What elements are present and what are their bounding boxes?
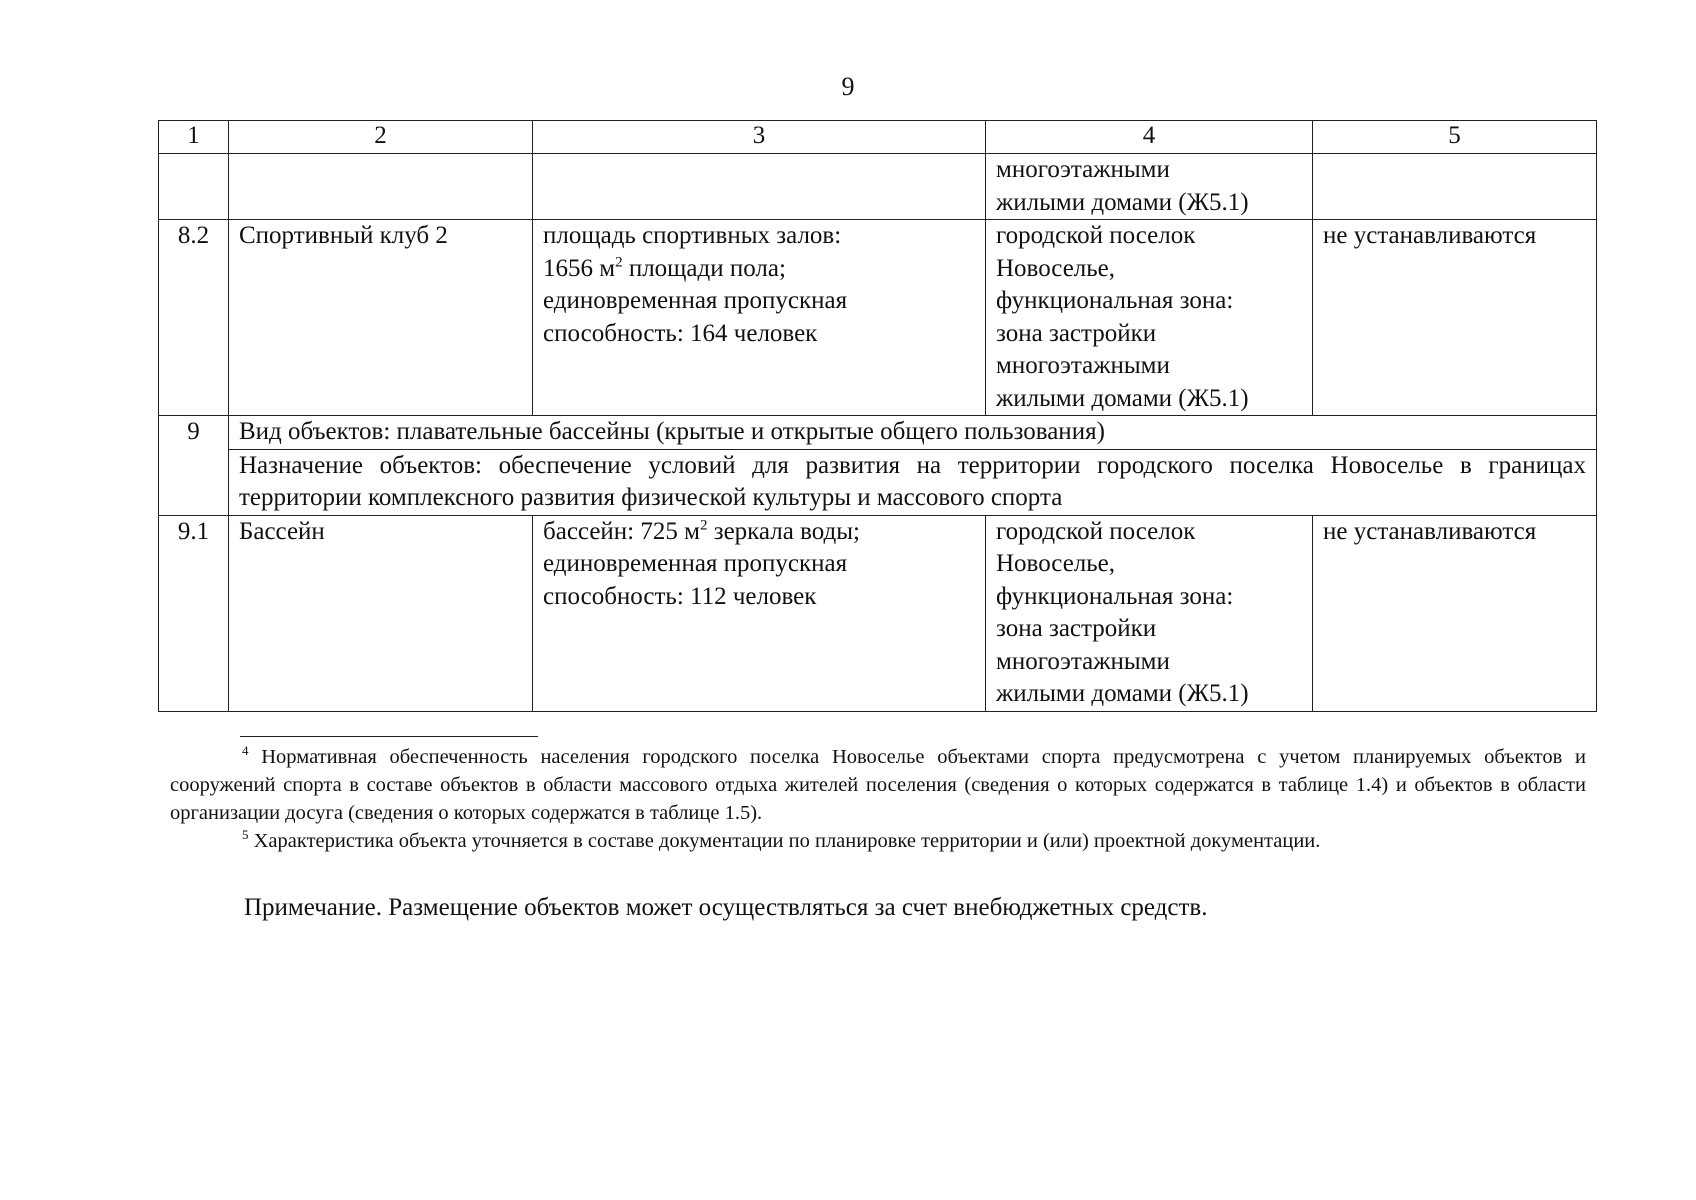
table-row <box>159 220 1597 416</box>
object-name-cell <box>229 154 533 220</box>
section-purpose-cell: Назначение объектов: обеспечение условий для развития на территории городского поселка Новоселье в границах территории комплексного развития физической культуры и массового спорта <box>229 449 1597 515</box>
footnote-mark: 4 <box>242 743 249 759</box>
location-line: городской поселок <box>996 517 1196 545</box>
table-header-row <box>159 121 1597 154</box>
row-number-cell: 9.1 <box>159 515 229 711</box>
location-line: Новоселье, <box>996 550 1116 577</box>
location-line: многоэтажными <box>996 647 1170 675</box>
objects-table <box>158 120 1597 712</box>
location-line: функциональная зона: <box>996 582 1234 610</box>
characteristic-line: единовременная пропускная <box>543 550 848 577</box>
footnote-5 <box>170 827 1586 855</box>
section-type-row <box>159 416 1597 450</box>
location-cell <box>986 515 1313 711</box>
section-type-cell: Вид объектов: плавательные бассейны (крытые и открытые общего пользования) <box>229 416 1597 450</box>
zones-cell <box>1313 154 1597 220</box>
location-line: зона застройки <box>996 319 1157 347</box>
location-line: зона застройки <box>996 615 1157 642</box>
characteristic-line: единовременная пропускная <box>543 287 848 314</box>
location-line: многоэтажными <box>996 352 1170 379</box>
footnote-text: Характеристика объекта уточняется в составе документации по планировке территории и (или) проектной документации. <box>248 830 1321 852</box>
object-name-cell: Бассейн <box>229 515 533 711</box>
footnote-4 <box>170 743 1586 827</box>
section-number-cell: 9 <box>159 416 229 516</box>
zones-cell: не устанавливаются <box>1313 515 1597 711</box>
location-line: городской поселок <box>996 222 1196 249</box>
location-line: жилыми домами (Ж5.1) <box>996 680 1249 707</box>
page-number: 9 <box>841 72 855 101</box>
characteristics-cell <box>533 515 986 711</box>
zones-cell: не устанавливаются <box>1313 220 1597 416</box>
header-cell: 1 <box>159 121 229 154</box>
location-cell <box>986 220 1313 416</box>
characteristics-cell <box>533 220 986 416</box>
object-name-cell: Спортивный клуб 2 <box>229 220 533 416</box>
section-purpose-row <box>159 449 1597 515</box>
footnote-divider <box>240 736 538 737</box>
characteristic-line: площадь спортивных залов: <box>543 222 842 249</box>
characteristics-cell <box>533 154 986 220</box>
header-cell: 2 <box>229 121 533 154</box>
location-line: жилыми домами (Ж5.1) <box>996 384 1249 412</box>
header-cell: 4 <box>986 121 1313 154</box>
characteristic-line: способность: 112 человек <box>543 582 817 610</box>
footnote-mark: 5 <box>242 827 249 843</box>
location-line: Новоселье, <box>996 254 1116 282</box>
location-line: жилыми домами (Ж5.1) <box>996 188 1249 216</box>
note-paragraph: Примечание. Размещение объектов может осуществляться за счет внебюджетных средств. <box>244 894 1208 921</box>
row-number-cell: 8.2 <box>159 220 229 416</box>
header-cell: 5 <box>1313 121 1597 154</box>
row-number-cell <box>159 154 229 220</box>
location-cell <box>986 154 1313 220</box>
table-row <box>159 515 1597 711</box>
location-line: многоэтажными <box>996 156 1170 183</box>
table-row-continued <box>159 154 1597 220</box>
footnotes <box>170 743 1586 855</box>
characteristic-line: бассейн: 725 $м^2$ зеркала воды; <box>543 517 860 545</box>
characteristic-line: 1656 $м^2$ площади пола; <box>543 254 786 282</box>
characteristic-line: способность: 164 человек <box>543 319 818 347</box>
footnote-text: Нормативная обеспеченность населения городского поселка Новоселье объектами спорта предусмотрена с учетом планируемых объектов и сооружений спорта в составе объектов в области массового отдыха жителей поселения (сведения о которых содержатся в таблице 1.4) и объектов в области организации досуга (сведения о которых содержатся в таблице 1.5). <box>170 746 1586 824</box>
location-line: функциональная зона: <box>996 287 1234 314</box>
header-cell: 3 <box>533 121 986 154</box>
